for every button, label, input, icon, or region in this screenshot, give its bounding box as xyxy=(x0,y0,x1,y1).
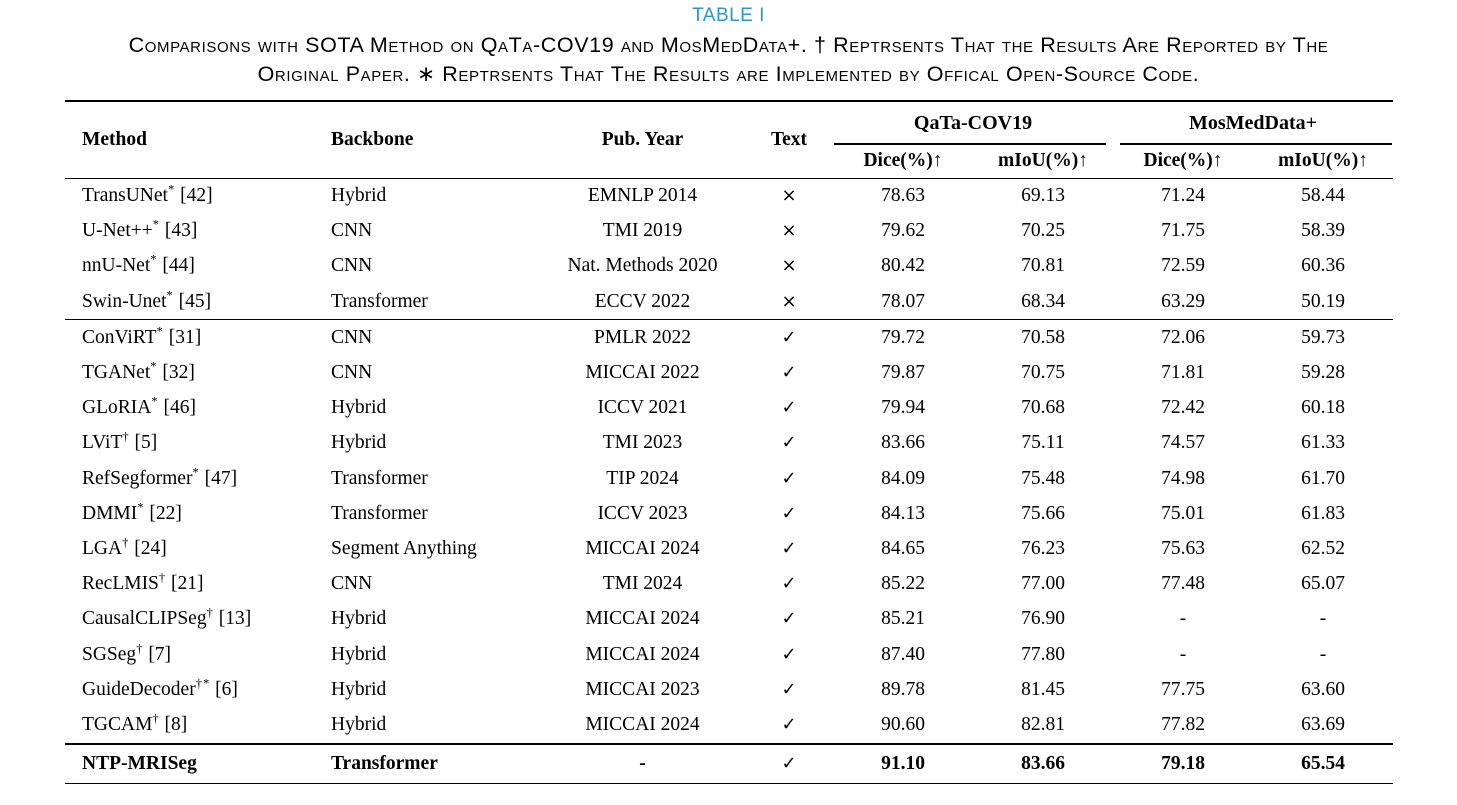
qata-miou-cell: 69.13 xyxy=(1021,185,1065,207)
qata-dice-cell: 79.72 xyxy=(833,320,973,356)
cross-mark-icon: × xyxy=(781,290,797,312)
qata-dice-cell: 87.40 xyxy=(881,643,925,665)
qata-miou-cell: 77.00 xyxy=(1021,573,1065,595)
method-cell: RecLMIS† [21] xyxy=(82,570,204,595)
qata-dice-cell: 85.22 xyxy=(881,573,925,595)
qata-miou-cell: 83.66 xyxy=(973,744,1113,784)
qata-dice-cell: 85.21 xyxy=(881,608,925,630)
check-mark-icon: ✓ xyxy=(781,502,797,524)
qata-miou-cell: 77.80 xyxy=(1021,643,1065,665)
table-row xyxy=(65,637,1393,672)
qata-dice-cell: 90.60 xyxy=(881,713,925,735)
mosmed-miou-cell: 60.18 xyxy=(1301,397,1345,419)
qata-miou-cell: 70.81 xyxy=(1021,255,1065,277)
qata-dice-cell: 89.78 xyxy=(881,678,925,700)
method-marker: * xyxy=(152,217,160,232)
qata-dice-cell: 79.94 xyxy=(881,397,925,419)
method-cell: TransUNet* [42] xyxy=(82,182,213,207)
text-support-cell xyxy=(745,461,833,496)
pub-year-cell: MICCAI 2024 xyxy=(585,643,700,665)
qata-miou-cell: 75.11 xyxy=(1021,432,1065,454)
check-mark-icon: ✓ xyxy=(781,608,797,630)
mosmed-miou-cell: 61.70 xyxy=(1301,467,1345,489)
qata-miou-cell: 76.23 xyxy=(1021,537,1065,559)
backbone-cell: Hybrid xyxy=(331,643,387,665)
method-cell: SGSeg† [7] xyxy=(82,641,172,665)
method-cell: U-Net++* [43] xyxy=(82,217,198,242)
check-mark-icon: ✓ xyxy=(781,752,797,774)
qata-dice-cell: 80.42 xyxy=(881,255,925,277)
mosmed-dice-cell: 72.42 xyxy=(1161,397,1205,419)
table-row xyxy=(65,531,1393,566)
check-mark-icon: ✓ xyxy=(781,326,797,348)
mosmed-dice-cell: 75.01 xyxy=(1161,502,1205,524)
mosmed-dice-header: Dice(%)↑ xyxy=(1143,149,1223,171)
check-mark-icon: ✓ xyxy=(781,467,797,489)
check-mark-icon: ✓ xyxy=(781,537,797,559)
cross-mark-icon: × xyxy=(781,185,797,207)
table-row xyxy=(65,602,1393,637)
pub-year-cell: Nat. Methods 2020 xyxy=(567,255,718,277)
mosmed-miou-cell: - xyxy=(1319,643,1327,665)
qata-miou-cell: 70.58 xyxy=(973,320,1113,356)
backbone-cell: Hybrid xyxy=(331,678,387,700)
header-row-groups xyxy=(65,101,1393,144)
mosmed-miou-cell: 63.69 xyxy=(1301,713,1345,735)
mosmeddata-group-header: MosMedData+ xyxy=(1113,101,1393,144)
qata-miou-cell: 70.25 xyxy=(1021,220,1065,242)
text-support-cell xyxy=(745,567,833,602)
pub-year-cell: MICCAI 2022 xyxy=(585,362,700,384)
method-marker: * xyxy=(151,394,159,409)
mosmed-dice-cell: 77.82 xyxy=(1161,713,1205,735)
qata-dice-cell: 78.63 xyxy=(881,185,925,207)
cross-mark-icon: × xyxy=(781,220,797,242)
cross-mark-icon: × xyxy=(781,255,797,277)
mosmed-miou-cell: 62.52 xyxy=(1301,537,1345,559)
method-cell: GuideDecoder†* [6] xyxy=(82,676,238,700)
mosmed-dice-cell: - xyxy=(1179,608,1187,630)
table-row xyxy=(65,391,1393,426)
table-row xyxy=(65,214,1393,249)
table-row xyxy=(65,461,1393,496)
comparison-table xyxy=(65,100,1393,784)
method-marker: * xyxy=(137,500,145,515)
method-marker: † xyxy=(158,570,167,585)
method-marker: * xyxy=(192,465,200,480)
table-row xyxy=(65,426,1393,461)
text-support-cell xyxy=(745,531,833,566)
mosmed-dice-cell: 77.75 xyxy=(1161,678,1205,700)
backbone-cell: Transformer xyxy=(331,467,428,489)
method-cell: DMMI* [22] xyxy=(82,500,182,524)
mosmed-dice-cell: 75.63 xyxy=(1161,537,1205,559)
qata-dice-cell: 79.87 xyxy=(881,362,925,384)
mosmed-miou-cell: 58.44 xyxy=(1301,185,1345,207)
backbone-cell: Hybrid xyxy=(331,713,387,735)
mosmed-dice-cell: 79.18 xyxy=(1113,744,1253,784)
qata-miou-cell: 81.45 xyxy=(1021,678,1065,700)
qata-miou-cell: 76.90 xyxy=(1021,608,1065,630)
method-marker: † xyxy=(122,535,130,550)
qata-dice-cell: 79.62 xyxy=(881,220,925,242)
method-column-header: Method xyxy=(82,128,147,150)
check-mark-icon: ✓ xyxy=(781,643,797,665)
qata-miou-cell: 82.81 xyxy=(1021,713,1065,735)
method-cell: Swin-Unet* [45] xyxy=(82,288,212,312)
qata-dice-cell: 84.09 xyxy=(881,467,925,489)
backbone-cell: CNN xyxy=(331,220,373,242)
text-support-cell xyxy=(745,637,833,672)
pub-year-cell: MICCAI 2024 xyxy=(585,537,700,559)
qata-cov19-group-header: QaTa-COV19 xyxy=(833,101,1113,144)
pub-year-cell: TMI 2019 xyxy=(602,220,683,242)
qata-dice-cell: 78.07 xyxy=(881,290,925,312)
text-support-cell xyxy=(745,602,833,637)
mosmed-dice-cell: 72.06 xyxy=(1113,320,1253,356)
table-body xyxy=(65,178,1393,783)
pub-year-cell: MICCAI 2024 xyxy=(585,608,700,630)
qata-dice-cell: 84.13 xyxy=(881,502,925,524)
pub-year-cell: TMI 2023 xyxy=(602,432,683,454)
pub-year-cell: TIP 2024 xyxy=(606,467,679,489)
mosmed-dice-cell: 63.29 xyxy=(1161,290,1205,312)
qata-dice-cell: 91.10 xyxy=(833,744,973,784)
text-support-cell xyxy=(745,391,833,426)
table-row xyxy=(65,284,1393,320)
mosmed-miou-cell: 63.60 xyxy=(1301,678,1345,700)
backbone-cell: Transformer xyxy=(331,290,428,312)
text-support-cell xyxy=(745,249,833,284)
method-marker: * xyxy=(166,288,174,303)
method-cell: TGANet* [32] xyxy=(82,359,195,384)
pub-year-cell: TMI 2024 xyxy=(602,573,683,595)
method-cell: CausalCLIPSeg† [13] xyxy=(82,605,252,630)
method-marker: † xyxy=(206,605,214,620)
text-support-cell xyxy=(745,320,833,356)
mosmed-dice-cell: 71.75 xyxy=(1161,220,1205,242)
pub-year-cell: EMNLP 2014 xyxy=(587,185,698,207)
text-support-cell xyxy=(745,178,833,214)
text-support-cell xyxy=(745,496,833,531)
text-support-cell xyxy=(745,426,833,461)
table-row xyxy=(65,744,1393,784)
mosmed-miou-cell: 59.73 xyxy=(1253,320,1393,356)
caption-line-2: Original Paper. ∗ Reptrsents That The Results are Implemented by Offical Open-Source Code. xyxy=(257,62,1200,86)
method-cell: TGCAM† [8] xyxy=(82,711,188,735)
mosmed-miou-cell: - xyxy=(1319,608,1327,630)
pub-year-cell: MICCAI 2023 xyxy=(585,678,700,700)
backbone-cell: Segment Anything xyxy=(331,537,477,559)
backbone-cell: Hybrid xyxy=(331,432,387,454)
mosmed-dice-cell: 74.57 xyxy=(1161,432,1205,454)
mosmed-miou-cell: 59.28 xyxy=(1301,362,1345,384)
mosmed-miou-cell: 58.39 xyxy=(1301,220,1345,242)
table-row xyxy=(65,567,1393,602)
table-caption xyxy=(0,31,1457,89)
caption-line-1: Comparisons with SOTA Method on QaTa-COV19 and MosMedData+. † Reptrsents That the Results Are Reported by The xyxy=(128,33,1329,57)
table-header xyxy=(65,101,1393,178)
pub-year-column-header: Pub. Year xyxy=(601,128,684,150)
qata-miou-cell: 75.48 xyxy=(1021,467,1065,489)
backbone-cell: Hybrid xyxy=(331,185,387,207)
table-row xyxy=(65,178,1393,214)
qata-miou-cell: 75.66 xyxy=(1021,502,1065,524)
mosmed-dice-cell: 71.24 xyxy=(1161,185,1205,207)
mosmed-miou-cell: 61.83 xyxy=(1301,502,1345,524)
check-mark-icon: ✓ xyxy=(781,362,797,384)
method-marker: * xyxy=(150,359,158,374)
table-row xyxy=(65,249,1393,284)
mosmed-miou-cell: 50.19 xyxy=(1301,290,1345,312)
method-marker: * xyxy=(156,324,164,339)
pub-year-cell: ECCV 2022 xyxy=(594,290,691,312)
backbone-cell: Transformer xyxy=(331,502,428,524)
backbone-cell: Hybrid xyxy=(331,608,387,630)
method-cell: GLoRIA* [46] xyxy=(82,394,196,419)
backbone-cell: Transformer xyxy=(330,744,540,784)
mosmed-miou-cell: 65.07 xyxy=(1301,573,1345,595)
backbone-column-header: Backbone xyxy=(331,128,414,150)
table-row xyxy=(65,320,1393,356)
text-support-cell xyxy=(745,214,833,249)
pub-year-cell: MICCAI 2024 xyxy=(585,713,700,735)
method-marker: † xyxy=(122,429,130,444)
backbone-cell: CNN xyxy=(331,362,373,384)
table-title: TABLE I xyxy=(692,5,765,26)
qata-miou-cell: 68.34 xyxy=(1021,290,1065,312)
pub-year-cell: ICCV 2023 xyxy=(597,502,688,524)
check-mark-icon: ✓ xyxy=(781,713,797,735)
backbone-cell: CNN xyxy=(331,255,373,277)
method-cell: ConViRT* [31] xyxy=(65,320,330,356)
qata-miou-cell: 70.68 xyxy=(1021,397,1065,419)
text-support-cell xyxy=(745,707,833,743)
mosmed-miou-cell: 61.33 xyxy=(1301,432,1345,454)
method-cell: LGA† [24] xyxy=(82,535,167,559)
text-support-cell xyxy=(745,672,833,707)
text-support-cell xyxy=(745,355,833,390)
check-mark-icon: ✓ xyxy=(781,678,797,700)
mosmed-dice-cell: 71.81 xyxy=(1161,362,1205,384)
mosmed-miou-cell: 65.54 xyxy=(1253,744,1393,784)
backbone-cell: CNN xyxy=(330,320,540,356)
mosmed-miou-header: mIoU(%)↑ xyxy=(1278,149,1368,171)
method-cell: LViT† [5] xyxy=(82,429,158,454)
check-mark-icon: ✓ xyxy=(781,397,797,419)
method-cell: nnU-Net* [44] xyxy=(82,252,195,277)
table-row xyxy=(65,496,1393,531)
text-column-header: Text xyxy=(770,128,808,150)
table-row xyxy=(65,355,1393,390)
backbone-cell: Hybrid xyxy=(331,397,387,419)
method-cell: RefSegformer* [47] xyxy=(82,465,238,489)
text-support-cell xyxy=(745,284,833,320)
qata-miou-cell: 70.75 xyxy=(1021,362,1065,384)
mosmed-dice-cell: - xyxy=(1179,643,1187,665)
mosmed-dice-cell: 72.59 xyxy=(1161,255,1205,277)
method-marker: †* xyxy=(195,676,211,691)
check-mark-icon: ✓ xyxy=(781,573,797,595)
method-marker: † xyxy=(152,711,160,726)
backbone-cell: CNN xyxy=(331,573,373,595)
qata-dice-cell: 84.65 xyxy=(881,537,925,559)
mosmed-dice-cell: 74.98 xyxy=(1161,467,1205,489)
method-marker: * xyxy=(150,252,158,267)
mosmed-dice-cell: 77.48 xyxy=(1161,573,1205,595)
table-row xyxy=(65,707,1393,743)
method-marker: * xyxy=(167,182,176,197)
pub-year-cell: ICCV 2021 xyxy=(597,397,688,419)
pub-year-cell: PMLR 2022 xyxy=(540,320,745,356)
method-cell: NTP-MRISeg xyxy=(65,744,330,784)
qata-dice-header: Dice(%)↑ xyxy=(863,149,943,171)
text-support-cell xyxy=(745,744,833,784)
qata-dice-cell: 83.66 xyxy=(881,432,925,454)
table-row xyxy=(65,672,1393,707)
qata-miou-header: mIoU(%)↑ xyxy=(998,149,1088,171)
mosmed-miou-cell: 60.36 xyxy=(1301,255,1345,277)
method-marker: † xyxy=(136,641,144,656)
pub-year-cell: - xyxy=(540,744,745,784)
check-mark-icon: ✓ xyxy=(781,432,797,454)
